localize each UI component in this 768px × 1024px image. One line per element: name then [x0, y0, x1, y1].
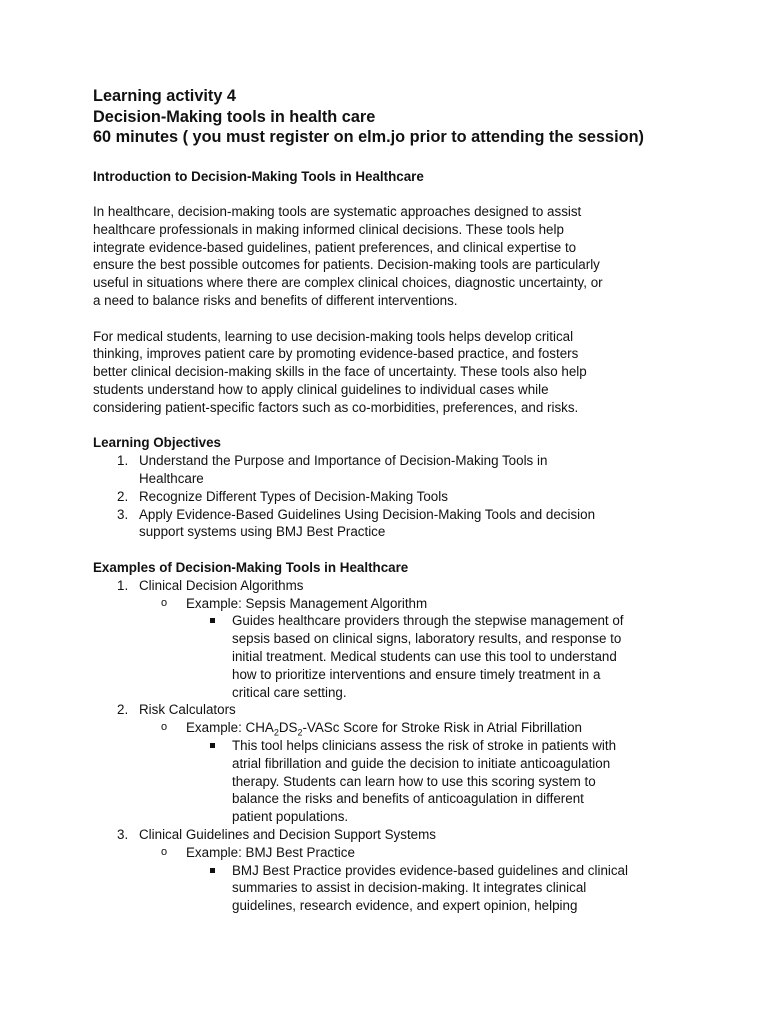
- list-item: [93, 577, 693, 702]
- intro-paragraph-2: [93, 328, 693, 417]
- examples-heading: Examples of Decision-Making Tools in Healthcare: [93, 560, 409, 576]
- list-number: 3.: [117, 826, 129, 842]
- hollow-bullet-icon: o: [161, 721, 168, 734]
- text-line: balance the risks and benefits of anticoagulation in different: [232, 791, 584, 807]
- example-label: Risk Calculators: [139, 702, 236, 718]
- list-number: 2.: [117, 488, 129, 504]
- example-name: Example: BMJ Best Practice: [186, 844, 355, 860]
- activity-title: Learning activity 4: [93, 87, 236, 105]
- text-line: atrial fibrillation and guide the decision to initiate anticoagulation: [232, 755, 611, 771]
- text-line: BMJ Best Practice provides evidence-based guidelines and clinical: [232, 862, 628, 878]
- square-bullet-icon: [210, 618, 215, 623]
- text-line: summaries to assist in decision-making. It integrates clinical: [232, 880, 587, 896]
- square-bullet-icon: [210, 868, 215, 873]
- objectives-heading: Learning Objectives: [93, 435, 221, 451]
- text-line: For medical students, learning to use decision-making tools helps develop critical: [93, 328, 574, 344]
- subscript: 2: [297, 727, 303, 738]
- text-line: In healthcare, decision-making tools are systematic approaches designed to assist: [93, 204, 582, 220]
- text-line: This tool helps clinicians assess the risk of stroke in patients with: [232, 738, 617, 753]
- text-line: Guides healthcare providers through the stepwise management of: [232, 613, 624, 629]
- text-line: Apply Evidence-Based Guidelines Using Decision-Making Tools and decision: [139, 506, 596, 522]
- text-line: Understand the Purpose and Importance of Decision-Making Tools in: [139, 453, 548, 469]
- text-line: initial treatment. Medical students can use this tool to understand: [232, 649, 617, 665]
- sub-list-item: [93, 719, 693, 737]
- text-line: better clinical decision-making skills in the face of uncertainty. These tools also help: [93, 364, 587, 380]
- document-page: [93, 86, 693, 915]
- text-line: a need to balance risks and benefits of different interventions.: [93, 293, 458, 309]
- detail-item: [93, 737, 693, 826]
- hollow-bullet-icon: o: [161, 596, 168, 609]
- list-item: [93, 826, 693, 915]
- text-fragment: -VASc Score for Stroke Risk in Atrial Fibrillation: [302, 720, 583, 736]
- objectives-list: [93, 452, 693, 541]
- detail-item: [93, 612, 693, 701]
- example-label: Clinical Guidelines and Decision Support Systems: [139, 826, 436, 842]
- list-number: 2.: [117, 702, 129, 718]
- text-line: Healthcare: [139, 471, 204, 487]
- text-line: critical care setting.: [232, 684, 347, 700]
- sub-list-item: [93, 595, 693, 613]
- intro-heading: Introduction to Decision-Making Tools in Healthcare: [93, 168, 424, 184]
- text-line: sepsis based on clinical signs, laboratory results, and response to: [232, 631, 622, 647]
- list-number: 1.: [117, 577, 129, 593]
- activity-subtitle: Decision-Making tools in health care: [93, 107, 376, 126]
- example-name: Example: Sepsis Management Algorithm: [186, 595, 428, 611]
- subscript: 2: [273, 727, 279, 738]
- list-item: [93, 452, 693, 488]
- example-label: Clinical Decision Algorithms: [139, 577, 304, 593]
- text-line: students understand how to apply clinical guidelines to individual cases while: [93, 382, 549, 398]
- text-line: thinking, improves patient care by promoting evidence-based practice, and fosters: [93, 346, 579, 362]
- text-line: therapy. Students can learn how to use this scoring system to: [232, 773, 596, 789]
- text-line: patient populations.: [232, 809, 349, 825]
- intro-paragraph-1: [93, 203, 693, 310]
- text-line: guidelines, research evidence, and expert opinion, helping: [232, 898, 578, 914]
- text-line: useful in situations where there are complex clinical choices, diagnostic uncertainty, or: [93, 275, 603, 291]
- text-line: considering patient-specific factors such as co-morbidities, preferences, and risks.: [93, 399, 579, 415]
- hollow-bullet-icon: o: [161, 845, 168, 858]
- activity-duration: 60 minutes ( you must register on elm.jo prior to attending the session): [93, 128, 644, 146]
- text-line: integrate evidence-based guidelines, patient preferences, and clinical expertise to: [93, 239, 577, 255]
- square-bullet-icon: [210, 743, 215, 748]
- text-fragment: Example: CHA: [186, 720, 274, 736]
- list-item: [93, 488, 693, 506]
- text-line: healthcare professionals in making informed clinical decisions. These tools help: [93, 221, 564, 237]
- sub-list-item: [93, 844, 693, 862]
- list-item: [93, 701, 693, 826]
- detail-item: [93, 862, 693, 915]
- examples-list: [93, 577, 693, 915]
- text-line: Recognize Different Types of Decision-Making Tools: [139, 488, 448, 504]
- list-number: 1.: [117, 453, 129, 469]
- example-name: [186, 720, 583, 738]
- text-fragment: DS: [278, 720, 298, 736]
- list-item: [93, 506, 693, 542]
- text-line: support systems using BMJ Best Practice: [139, 524, 386, 540]
- list-number: 3.: [117, 506, 129, 522]
- text-line: how to prioritize interventions and ensure timely treatment in a: [232, 666, 601, 682]
- text-line: ensure the best possible outcomes for patients. Decision-making tools are particularly: [93, 257, 600, 273]
